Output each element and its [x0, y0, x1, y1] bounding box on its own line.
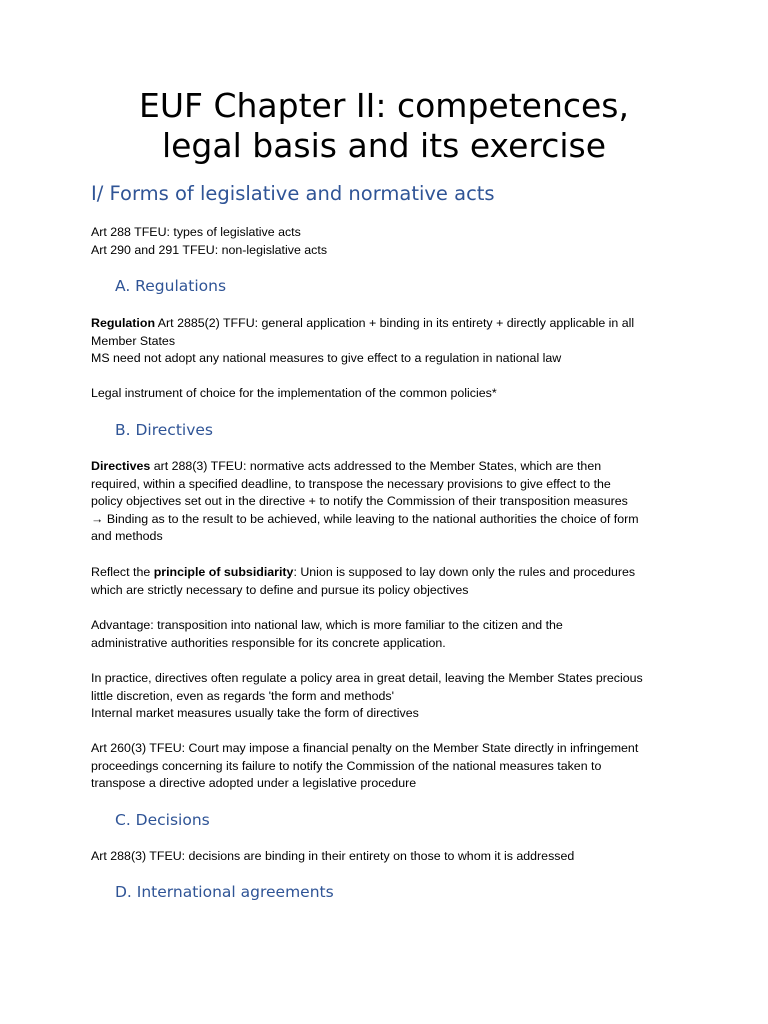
document-title	[0, 86, 768, 166]
directives-p5-line-3: transpose a directive adopted under a legislative procedure	[91, 776, 417, 791]
directives-p5-line-1: Art 260(3) TFEU: Court may impose a financial penalty on the Member State directly in infringement	[91, 741, 639, 755]
directives-p1-line-5: and methods	[91, 529, 163, 544]
directives-p3-line-2: administrative authorities responsible for its concrete application.	[91, 635, 446, 650]
directives-p2-line-1-text: : Union is supposed to lay down only the rules and procedures	[293, 565, 636, 579]
intro-line-2: Art 290 and 291 TFEU: non-legislative acts	[91, 242, 328, 257]
regulations-p1-line-1-text: Art 2885(2) TFFU: general application + binding in its entirety + directly applicable in all	[155, 316, 635, 330]
directives-p5-line-2: proceedings concerning its failure to notify the Commission of the national measures taken to	[91, 758, 602, 773]
directives-paragraph-1	[91, 458, 681, 546]
regulations-paragraph-2	[91, 385, 681, 403]
decisions-paragraph-1	[91, 848, 681, 866]
directives-paragraph-5	[91, 740, 681, 793]
intro-line-1: Art 288 TFEU: types of legislative acts	[91, 225, 301, 239]
directives-p1-line-3: policy objectives set out in the directive + to notify the Commission of their transposition measures	[91, 494, 628, 509]
regulations-p1-line-1	[91, 315, 681, 333]
subheading-international-agreements: D. International agreements	[115, 883, 334, 901]
directives-p1-line-4: → Binding as to the result to be achieved, while leaving to the national authorities the choice of form	[91, 511, 639, 526]
directives-p2-pre: Reflect the	[91, 565, 154, 579]
directives-paragraph-4	[91, 670, 681, 723]
directives-p4-line-1: In practice, directives often regulate a policy area in great detail, leaving the Member States precious	[91, 671, 643, 685]
regulations-p2-line: Legal instrument of choice for the implementation of the common policies*	[91, 386, 497, 400]
directives-p4-line-3: Internal market measures usually take the form of directives	[91, 706, 419, 721]
section-heading-forms: I/ Forms of legislative and normative acts	[91, 182, 495, 205]
subheading-regulations: A. Regulations	[115, 277, 227, 295]
regulations-p1-line-3: MS need not adopt any national measures to give effect to a regulation in national law	[91, 351, 562, 366]
term-directives: Directives	[91, 459, 151, 473]
directives-p3-line-1: Advantage: transposition into national law, which is more familiar to the citizen and the	[91, 618, 563, 632]
regulations-p1-line-2: Member States	[91, 333, 176, 348]
directives-p1-line-1	[91, 458, 681, 476]
term-regulation: Regulation	[91, 316, 156, 330]
directives-p1-line-2: required, within a specified deadline, to transpose the necessary provisions to give effect to the	[91, 476, 611, 491]
directives-p2-line-2: which are strictly necessary to define and pursue its policy objectives	[91, 582, 469, 597]
title-line-2: legal basis and its exercise	[161, 126, 607, 165]
regulations-paragraph-1	[91, 315, 681, 368]
directives-paragraph-2	[91, 564, 681, 599]
intro-paragraph	[91, 224, 681, 259]
directives-p4-line-2: little discretion, even as regards 'the form and methods'	[91, 688, 394, 703]
directives-paragraph-3	[91, 617, 681, 652]
directives-p2-line-1	[91, 564, 681, 582]
decisions-p1-line: Art 288(3) TFEU: decisions are binding in their entirety on those to whom it is addressed	[91, 849, 575, 863]
title-line-1: EUF Chapter II: competences,	[139, 86, 629, 125]
subheading-decisions: C. Decisions	[115, 811, 210, 829]
directives-p1-line-1-text: art 288(3) TFEU: normative acts addressed to the Member States, which are then	[150, 459, 602, 473]
term-subsidiarity: principle of subsidiarity	[153, 565, 294, 579]
subheading-directives: B. Directives	[115, 421, 213, 439]
